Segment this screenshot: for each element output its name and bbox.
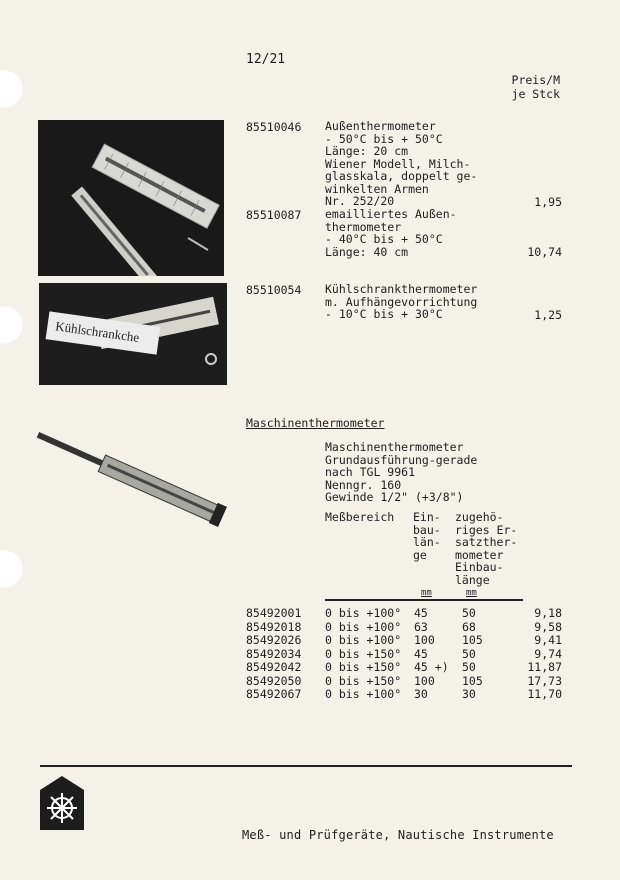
row-price: 9,41: [534, 633, 562, 647]
punch-hole-top: [0, 70, 24, 108]
price-header-line1: Preis/M: [511, 73, 560, 87]
row-range: 0 bis +150°: [325, 660, 402, 674]
row-range: 0 bis +100°: [325, 687, 402, 701]
table-row: [0, 687, 620, 701]
row-range: 0 bis +100°: [325, 606, 402, 620]
row-price: 9,74: [534, 646, 562, 661]
unit-replacement-length: mm: [466, 588, 477, 598]
photo-machine-thermometer: [36, 430, 232, 540]
col-header-replacement: zugehö- riges Er- satzther- mometer Einbau- länge: [455, 510, 518, 587]
row-replacement-length: 68: [462, 619, 476, 634]
row-price: 11,87: [527, 660, 562, 674]
footer-rule: [40, 765, 572, 767]
row-install-length: 63: [414, 619, 428, 634]
item-description-1: Außenthermometer - 50°C bis + 50°C Länge: 20 cm Wiener Modell, Milch- glasskala, doppelt ge- winkelten Armen Nr. 252/20: [325, 119, 478, 208]
row-range: 0 bis +100°: [325, 619, 402, 634]
section-title-machine: Maschinenthermometer: [246, 416, 385, 430]
row-range: 0 bis +100°: [325, 633, 402, 647]
row-number: 85492067: [246, 687, 302, 701]
table-header-rule: [325, 599, 523, 601]
row-replacement-length: 105: [462, 633, 483, 647]
row-range: 0 bis +150°: [325, 646, 402, 661]
photo-fridge-thermometer: [39, 283, 227, 385]
photo-outdoor-thermometers: [38, 120, 224, 276]
row-install-length: 45: [414, 646, 428, 661]
row-price: 11,70: [527, 687, 562, 701]
row-install-length: 100: [414, 633, 435, 647]
row-price: 9,18: [534, 606, 562, 620]
row-price: 17,73: [527, 673, 562, 688]
machine-thermometer-drawing: [36, 430, 232, 540]
row-number: 85492026: [246, 633, 302, 647]
footer-category: Meß- und Prüfgeräte, Nautische Instrumente: [242, 828, 554, 842]
ship-wheel-icon: [40, 776, 84, 830]
row-replacement-length: 50: [462, 646, 476, 661]
price-header: [512, 73, 560, 101]
fridge-label-sign: Kühlschrankche: [46, 311, 161, 354]
row-install-length: 30: [414, 687, 428, 701]
row-replacement-length: 105: [462, 673, 483, 688]
row-number: 85492050: [246, 673, 302, 688]
table-row: [0, 674, 620, 688]
table-row: [0, 660, 620, 674]
row-number: 85492034: [246, 646, 302, 661]
col-header-measure-range: Meßbereich: [325, 510, 395, 524]
row-number: 85492018: [246, 619, 302, 634]
item-price-3: 1,25: [534, 308, 562, 322]
row-install-length: 45 +): [414, 660, 449, 674]
row-price: 9,58: [534, 619, 562, 634]
table-row: [0, 633, 620, 647]
item-number-1: 85510046: [246, 120, 302, 134]
item-description-2: emailliertes Außen- thermometer - 40°C bis + 50°C Länge: 40 cm: [325, 207, 457, 259]
table-row: [0, 606, 620, 620]
punch-hole-bottom: [0, 550, 24, 588]
row-range: 0 bis +150°: [325, 673, 402, 688]
row-number: 85492001: [246, 606, 302, 620]
item-price-2: 10,74: [527, 245, 562, 259]
row-number: 85492042: [246, 660, 302, 674]
row-replacement-length: 30: [462, 687, 476, 701]
item-number-2: 85510087: [246, 208, 302, 222]
outdoor-thermometer-drawing: [38, 120, 224, 276]
item-number-3: 85510054: [246, 283, 302, 297]
punch-hole-middle: [0, 306, 24, 344]
row-install-length: 100: [414, 673, 435, 688]
item-price-1: 1,95: [534, 195, 562, 209]
col-header-install-length: Ein- bau- län- ge: [413, 510, 441, 562]
page-number: 12/21: [246, 52, 286, 67]
table-row: [0, 620, 620, 634]
row-replacement-length: 50: [462, 660, 476, 674]
item-description-3: Kühlschrankthermometer m. Aufhängevorrichtung - 10°C bis + 30°C: [325, 282, 478, 321]
machine-description: Maschinenthermometer Grundausführung-gerade nach TGL 9961 Nenngr. 160 Gewinde 1/2" (+3/8"): [325, 440, 478, 504]
row-replacement-length: 50: [462, 606, 476, 620]
price-header-line2: je Stck: [511, 87, 560, 101]
unit-install-length: mm: [421, 588, 432, 598]
row-install-length: 45: [414, 606, 428, 620]
table-row: [0, 647, 620, 661]
